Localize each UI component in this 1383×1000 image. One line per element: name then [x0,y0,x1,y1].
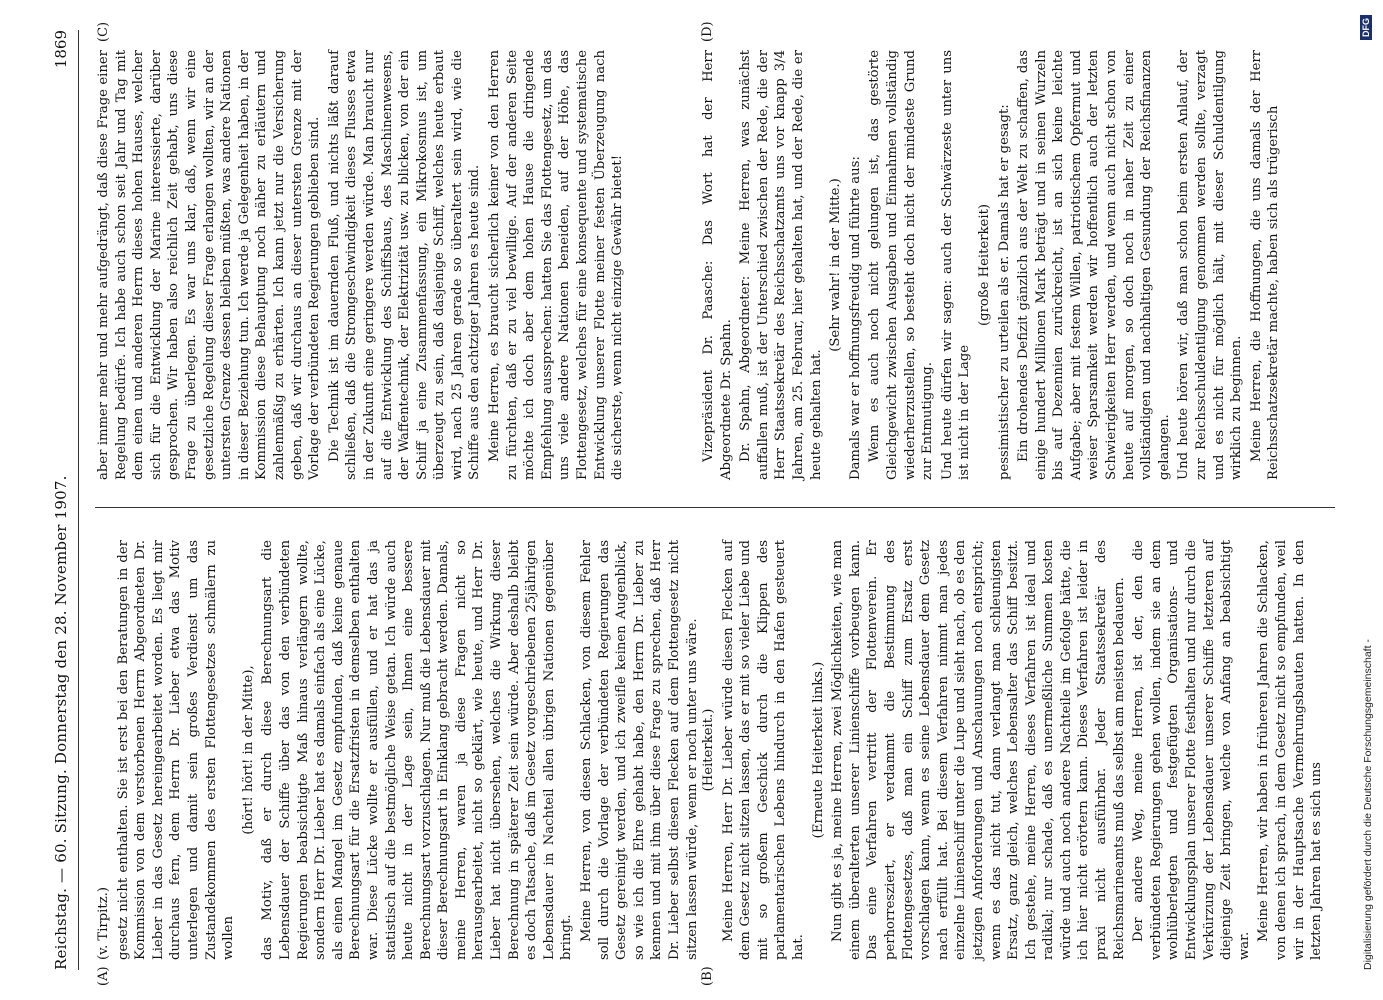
paragraph: gesetz nicht enthalten. Sie ist erst bei den Beratungen in der Kommission von dem verstorbenen Herrn Abgeordneten Dr. Lieber in das Gesetz hereingearbeitet worden. Es liegt mir durchaus fern, dem Herrn Dr. Lieber etwa das Motiv unterlegen und damit sein großes Verdienst um das Zustandekommen des ersten Flottengesetzes schmälern zu wollen [115,540,237,960]
interjection: (Heiterkeit.) [701,708,716,792]
interjection: (Erneute Heiterkeit links.) [810,661,826,839]
header-rule [78,30,79,970]
interjection: (große Heiterkeit) [976,203,992,327]
paragraph: Und heute dürfen wir sagen: auch der Schwärzeste unter uns ist nicht in der Lage [939,50,973,480]
paragraph: (v. Tirpitz.) [96,887,111,960]
paragraph: das Motiv, daß er durch diese Berechnungsart die Lebensdauer der Schiffe über das von den verbündeten Regierungen beabsichtigte Maß hinaus verlängern wollte, sondern Herr Dr. Lieber hat es damals einfach als eine Lücke, als einen Mangel im Gesetz empfunden, daß keine genaue Berechnungsart für die Ersatzfristen in demselben enthalten war. Diese Lücke wollte er ausfüllen, und er hat das ja statistisch auf die bestmögliche Weise getan. Ich würde auch heute nicht in der Lage sein, Ihnen eine bessere Berechnungsart vorzuschlagen. Nur muß die Lebensdauer mit dieser Berechnungsart in Einklang gebracht werden. Damals, meine Herren, waren ja diese Fragen nicht so herausgearbeitet, nicht so geklärt, wie heute, und Herr Dr. Lieber hat nicht übersehen, welches die Wirkung dieser Berechnung in späterer Zeit sein würde. Aber deshalb bleibt es doch Tatsache, daß im Gesetz vorgeschriebenen 25jährigen Lebensdauer in Nachteil allen übrigen Nationen gegenüber bringt. [260,540,575,960]
paragraph: Meine Herren, es braucht sicherlich keiner von den Herren zu fürchten, daß er zu viel bewillige. Auf der anderen Seite möchte ich doch aber dem hohen Hause die dringende Empfehlung aussprechen: hatten Sie das Flottengesetz, um das uns viele andere Nationen beneiden, auf der Höhe, das Flottengesetz, welches für eine konsequente und systematische Entwicklung unserer Flotte meiner festen Überzeugung nach die sicherste, wenn nicht einzige Gewähr bietet! [487,50,626,480]
column-divider [95,507,1335,508]
digitization-credit: Digitalisierung gefördert durch die Deutsche Forschungsgemeinschaft - [1362,639,1374,970]
quotation: Wenn es auch noch nicht gelungen ist, das gestörte Gleichgewicht zwischen Ausgaben und Einnahmen vollständig wiederherzustellen, so besteht doch nicht der mindeste Grund zur Entmutigung. [867,50,936,480]
paragraph: Die Technik ist im dauernden Fluß, und nichts läßt darauf schließen, daß die Stromgeschwindigkeit dieses Flusses etwa in der Zukunft eine geringere werden würde. Man braucht nur auf die Entwicklung des Schiffsbaus, des Maschinenwesens, der Waffentechnik, der Elektrizität usw. zu blicken, von der ein Schiff ja eine Zusammenfassung, ein Mikrokosmus ist, um überzeugt zu sein, daß dasjenige Schiff, welches heute erbaut wird, nach 25 Jahren gerade so überaltert sein wird, wie die Schiffe aus den achtziger Jahren es heute sind. [326,50,483,480]
paragraph: Damals war er hoffnungsfreudig und führte aus: [847,156,863,480]
column-right-top [95,50,629,480]
margin-label-c: (C) [96,21,111,42]
column-left-bottom [700,540,1328,960]
margin-label-b: (B) [700,966,715,986]
column-right-bottom [700,50,1285,480]
quotation: Ein drohendes Defizit gänzlich aus der Welt zu schaffen, das einige hundert Millionen Mark beträgt und in seinen Wurzeln bis auf Dezennien zurückreicht, ist an sich keine leichte Aufgabe; aber mit festem Willen, patriotischem Opfermut und weiser Sparsamkeit werden wir hoffentlich auch der letzten Schwierigkeiten Herr werden, und wenn auch nicht schon von heute auf morgen, so doch noch in naher Zeit zu einer vollständigen und nachhaltigen Gesundung der Reichsfinanzen gelangen. [1016,50,1172,480]
margin-label-a: (A) [96,966,111,986]
paragraph: pessimistischer zu urteilen als er. Damals hat er gesagt: [996,104,1012,480]
paragraph: Nun gibt es ja, meine Herren, zwei Möglichkeiten, wie man einem überalterten unserer Linienschiffe vorbeugen kann. Das eine Verfahren vertritt der Flottenverein. Er perhorresziert, er verdammt die Bestimmung des Flottengesetzes, daß man ein Schiff zum Ersatz erst vorschlagen kann, wenn es seine Lebensdauer dem Gesetz nach erfüllt hat. Bei diesem Verfahren nimmt man jedes einzelne Linienschiff unter die Lupe und sieht nach, ob es den jetzigen Anforderungen und Anschauungen noch entspricht; wenn es das nicht tut, dann verlangt man schleunigsten Ersatz, ganz gleich, welches Lebensalter das Schiff besitzt. Ich gestehe, meine Herren, dieses Verfahren ist ideal und radikal; nur schade, daß es unermeßliche Summen kosten würde und auch noch andere Nachteile im Gefolge hätte, die ich hier nicht erörtern kann. Dieses Verfahren ist leider in praxi nicht ausführbar. Jeder Staatssekretär des Reichsmarineamts muß das selbst am meisten bedauern. [830,540,1127,960]
column-left-top [95,540,703,960]
interjection: (Sehr wahr! in der Mitte.) [828,178,844,352]
paragraph: aber immer mehr und mehr aufgedrängt, daß diese Frage einer Regelung bedürfe. Ich habe auch schon seit Jahr und Tag mit dem einen und anderen Herrn dieses hohen Hauses, welcher sich für die Entwicklung der Marine interessierte, darüber gesprochen. Wir haben also reichlich Zeit gehabt, uns diese Frage zu überlegen. Es war uns klar, daß, wenn wir eine gesetzliche Regelung dieser Frage erlangen wollten, wir an der untersten Grenze dessen bleiben müßten, was andere Nationen in dieser Beziehung tun. Ich werde ja Gelegenheit haben, in der Kommission diese Behauptung noch näher zu erläutern und zahlenmäßig zu erhärten. Ich kann jetzt nur die Versicherung geben, daß wir durchaus an dieser untersten Grenze mit der Vorlage der verbündeten Regierungen geblieben sind. [96,50,323,480]
paragraph: Der andere Weg, meine Herren, ist der, den die verbündeten Regierungen gehen wollen, indem sie an dem wohlüberlegten und festgefügten Organisations- und Entwicklungsplan unserer Flotte festhalten und nur durch die Verkürzung der Lebensdauer unserer Schiffe letzteren auf diejenige Zeit bringen, welche von Anfang an beabsichtigt war. [1131,540,1252,960]
paragraph: Und heute hören wir, daß man schon beim ersten Anlauf, der zur Reichsschuldentilgung genommen werden sollte, verzagt und es nicht für möglich hält, mit dieser Schuldentilgung wirklich zu beginnen. [1176,50,1245,480]
paragraph: Vizepräsident Dr. Paasche: Das Wort hat der Herr Abgeordnete Dr. Spahn. [701,50,734,480]
margin-label-d: (D) [700,21,715,42]
page-number: 1869 [52,30,70,69]
paragraph: Meine Herren, Herr Dr. Lieber würde diesen Flecken auf dem Gesetz nicht sitzen lassen, das er mit so vieler Liebe und mit so großem Geschick durch die Klippen des parlamentarischen Lebens hindurch in den Hafen gesteuert hat. [720,540,806,960]
page-header [48,30,78,970]
paragraph: Meine Herren, die Hoffnungen, die uns damals der Herr Reichsschatzsekretär machte, haben sich als trügerisch [1248,50,1282,480]
interjection: (hört! hört! in der Mitte), [240,665,256,835]
paragraph: Dr. Spahn, Abgeordneter: Meine Herren, was zunächst auffallen muß, ist der Unterschied zwischen der Rede, die der Herr Staatssekretär des Reichsschatzamts uns vor knapp 3/4 Jahren, am 25. Februar, hier gehalten hat, und der Rede, die er heute gehalten hat. [738,50,824,480]
header-title: Reichstag. — 60. Sitzung. Donnerstag den 28. November 1907. [52,475,70,970]
dfg-logo: DFG [1360,15,1372,40]
paragraph: Meine Herren, von diesen Schlacken, von diesem Fehler soll durch die Vorlage der verbündeten Regierungen das Gesetz gereinigt werden, und ich zweifle keinen Augenblick, so wie ich die Ehre gehabt habe, den Herrn Dr. Lieber zu kennen und mit ihm über diese Frage zu sprechen, daß Herr Dr. Lieber selbst diesen Flecken auf dem Flottengesetz nicht sitzen lassen würde, wenn er noch unter uns wäre. [579,540,700,960]
paragraph: Meine Herren, wir haben in früheren Jahren die Schlacken, von denen ich sprach, in dem Gesetz nicht so empfunden, weil wir in der Hauptsache Vermehrungsbauten hatten. In den letzten Jahren hat es sich uns [1256,540,1325,960]
